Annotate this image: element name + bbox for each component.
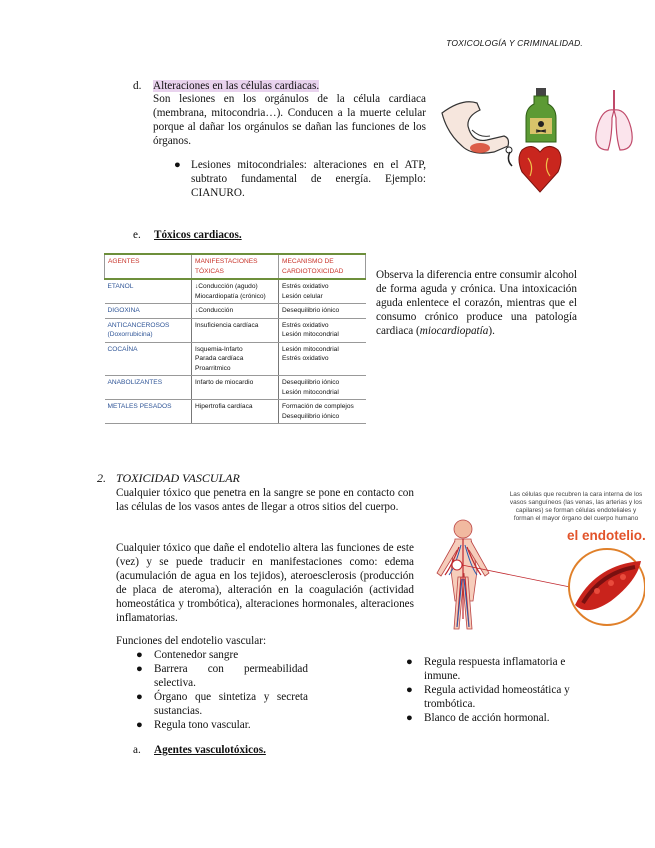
functions-list-left <box>136 648 308 732</box>
table-header-row <box>105 254 366 279</box>
section-d-bullet <box>174 158 426 200</box>
section-d-letter: d. <box>133 80 142 92</box>
manifestation-cell: Isquemia-Infarto Parada cardíaca Proarritmico <box>192 342 279 376</box>
agent-cell: ANABOLIZANTES <box>105 376 192 400</box>
mechanism-cell: Estrés oxidativo Lesión mitocondrial <box>279 318 366 342</box>
observa-italic-term: miocardiopatía <box>419 325 489 337</box>
agent-cell: METALES PESADOS <box>105 400 192 424</box>
mitochondria-bullet-text: Lesiones mitocondriales: alteraciones en el ATP, subtrato fundamental de energía. Ejemplo: CIANURO. <box>191 159 426 199</box>
vessel-cross-section <box>569 549 645 625</box>
cardiac-toxicants-table <box>104 253 366 424</box>
table-row <box>105 279 366 304</box>
table-row <box>105 304 366 319</box>
endothelium-caption: Las células que recubren la cara interna de los vasos sanguíneos (las venas, las arterias y los capilares) se forman células endoteliales y forman el mayor órgano del cuerpo humano <box>509 491 643 522</box>
mechanism-cell: Desequilibrio iónico Lesión mitocondrial <box>279 376 366 400</box>
section-2-title: TOXICIDAD VASCULAR <box>116 471 240 485</box>
agent-cell: COCAÍNA <box>105 342 192 376</box>
table-header: MECANISMO DE CARDIOTOXICIDAD <box>279 254 366 279</box>
table-row <box>105 400 366 424</box>
manifestation-cell: Infarto de miocardio <box>192 376 279 400</box>
section-d-title: Alteraciones en las células cardiacas. <box>153 80 320 92</box>
endothelium-functions-title: Funciones del endotelio vascular: <box>116 635 267 647</box>
agent-cell: ETANOL <box>105 279 192 304</box>
list-item: ● Barrera con permeabilidad selectiva. <box>136 663 308 689</box>
section-2-paragraph-1: Cualquier tóxico que penetra en la sangre se pone en contacto con las células de los vasos antes de llegar a otros sitios del cuerpo. <box>116 487 414 513</box>
section-e-letter: e. <box>133 229 141 241</box>
cardiac-toxicity-illustration <box>432 88 637 206</box>
manifestation-cell: ↓Conducción (agudo) Miocardiopatía (crónico) <box>192 279 279 304</box>
table-header: AGENTES <box>105 254 192 279</box>
endothelium-label: el endotelio. <box>567 528 646 543</box>
body-figure <box>437 520 489 629</box>
heart-illustration <box>506 146 561 192</box>
section-e-title: Tóxicos cardiacos. <box>154 229 242 241</box>
manifestation-cell: Hipertrofia cardíaca <box>192 400 279 424</box>
section-d-paragraph: Son lesiones en los orgánulos de la célula cardiaca (membrana, mitocondria…). Conducen a la muerte celular porque al dañar los orgánulos se dañan las funciones de los órganos. <box>153 93 426 147</box>
manifestation-cell: Insuficiencia cardíaca <box>192 318 279 342</box>
list-item: ● Regula respuesta inflamatoria e inmune. <box>406 656 566 682</box>
poison-bottle-illustration <box>526 88 556 142</box>
section-2-paragraph-2: Cualquier tóxico que dañe el endotelio altera las funciones de este (vez) y se puede traducir en manifestaciones como: edema (acumulación de agua en los tejidos), ateroesclerosis (producción de placa de ateroma), alteración en la coagulación (actividad homeostática y trombótica), alteraciones hormonales, alteraciones inflamatorias. <box>116 542 414 624</box>
bullet-dot: ● <box>174 159 181 171</box>
manifestation-cell: ↓Conducción <box>192 304 279 319</box>
table-row <box>105 318 366 342</box>
lungs-illustration <box>596 90 632 150</box>
arm-illustration <box>442 102 509 153</box>
list-item: ● Blanco de acción hormonal. <box>406 712 550 724</box>
mechanism-cell: Formación de complejos Desequilibrio iónico <box>279 400 366 424</box>
list-item: ● Contenedor sangre <box>136 649 239 661</box>
observa-paragraph: Observa la diferencia entre consumir alcohol de forma aguda y crónica. Una intoxicación aguda enlentece el corazón, mientras que el consumo crónico produce una patología cardiaca (miocardiopatía). <box>376 269 577 337</box>
list-item: ● Regula actividad homeostática y trombótica. <box>406 684 570 710</box>
section-2-number: 2. <box>97 471 106 485</box>
endothelium-illustration <box>425 517 645 639</box>
functions-list-right <box>406 655 582 725</box>
table-row <box>105 342 366 376</box>
list-item: ● Regula tono vascular. <box>136 719 251 731</box>
section-a-letter: a. <box>133 744 141 756</box>
table-row <box>105 376 366 400</box>
section-a-title: Agentes vasculotóxicos. <box>154 744 266 756</box>
mechanism-cell: Lesión mitocondrial Estrés oxidativo <box>279 342 366 376</box>
mechanism-cell: Desequilibrio iónico <box>279 304 366 319</box>
running-header: TOXICOLOGÍA Y CRIMINALIDAD. <box>446 38 583 48</box>
list-item: ● Órgano que sintetiza y secreta sustancias. <box>136 691 308 717</box>
agent-cell: DIGOXINA <box>105 304 192 319</box>
mechanism-cell: Estrés oxidativo Lesión celular <box>279 279 366 304</box>
table-header: MANIFESTACIONES TÓXICAS <box>192 254 279 279</box>
agent-cell: ANTICANCEROSOS (Doxorrubicina) <box>105 318 192 342</box>
